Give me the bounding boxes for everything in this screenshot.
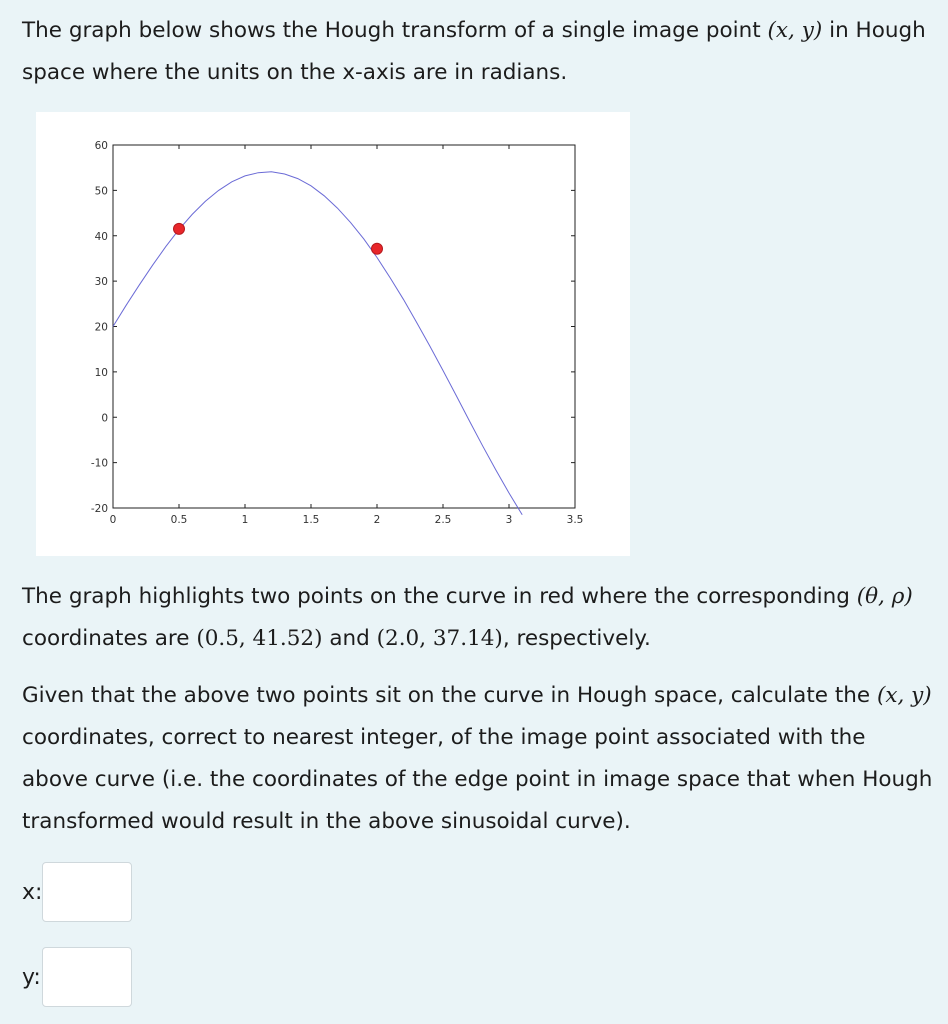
series-line: [113, 172, 522, 515]
point-symbol: (x, y): [767, 18, 823, 43]
y-input[interactable]: [42, 947, 132, 1007]
x-tick-label: 0.5: [170, 514, 188, 526]
point1-coordinates: (0.5, 41.52): [196, 626, 323, 651]
x-label: x:: [22, 880, 43, 905]
y-tick-label: 50: [94, 185, 108, 198]
y-tick-label: 60: [94, 140, 108, 152]
y-tick-label: -10: [90, 457, 108, 470]
hough-chart-svg: [36, 112, 630, 556]
xy-symbol: (x, y): [876, 683, 932, 708]
x-input[interactable]: [42, 862, 132, 922]
y-tick-label: 0: [101, 412, 108, 425]
theta-rho-symbol: (θ, ρ): [856, 584, 913, 609]
plot-frame: [113, 145, 575, 508]
highlight-point-1: [174, 223, 185, 234]
x-tick-label: 2: [373, 514, 381, 526]
x-tick-label: 2.5: [434, 514, 452, 526]
x-tick-label: 3: [505, 514, 513, 526]
y-tick-label: 20: [94, 321, 108, 334]
hough-chart: [36, 112, 630, 556]
x-tick-label: 1.5: [302, 514, 320, 526]
y-label: y:: [22, 965, 41, 990]
x-tick-label: 3.5: [566, 514, 584, 526]
description-text: The graph highlights two points on the curve in red where the corresponding (θ, ρ) coordinates are (0.5, 41.52) and (2.0, 37.14), respectively.: [22, 584, 913, 651]
y-tick-label: 40: [94, 230, 108, 243]
point2-coordinates: (2.0, 37.14): [376, 626, 503, 651]
highlight-point-2: [372, 243, 383, 254]
x-tick-label: 1: [241, 514, 249, 526]
y-tick-label: 10: [94, 366, 108, 379]
x-tick-label: 0: [109, 514, 117, 526]
y-tick-label: -20: [90, 503, 108, 515]
intro-text: The graph below shows the Hough transform of a single image point (x, y) in Hough space where the units on the x-axis are in radians.: [22, 18, 926, 85]
y-tick-label: 30: [94, 276, 108, 289]
question-text: Given that the above two points sit on the curve in Hough space, calculate the (x, y) coordinates, correct to nearest integer, of the image point associated with the above curve (i.e. the coordinates of the edge point in image space that when Hough transformed would result in the above sinusoidal curve).: [22, 683, 933, 834]
